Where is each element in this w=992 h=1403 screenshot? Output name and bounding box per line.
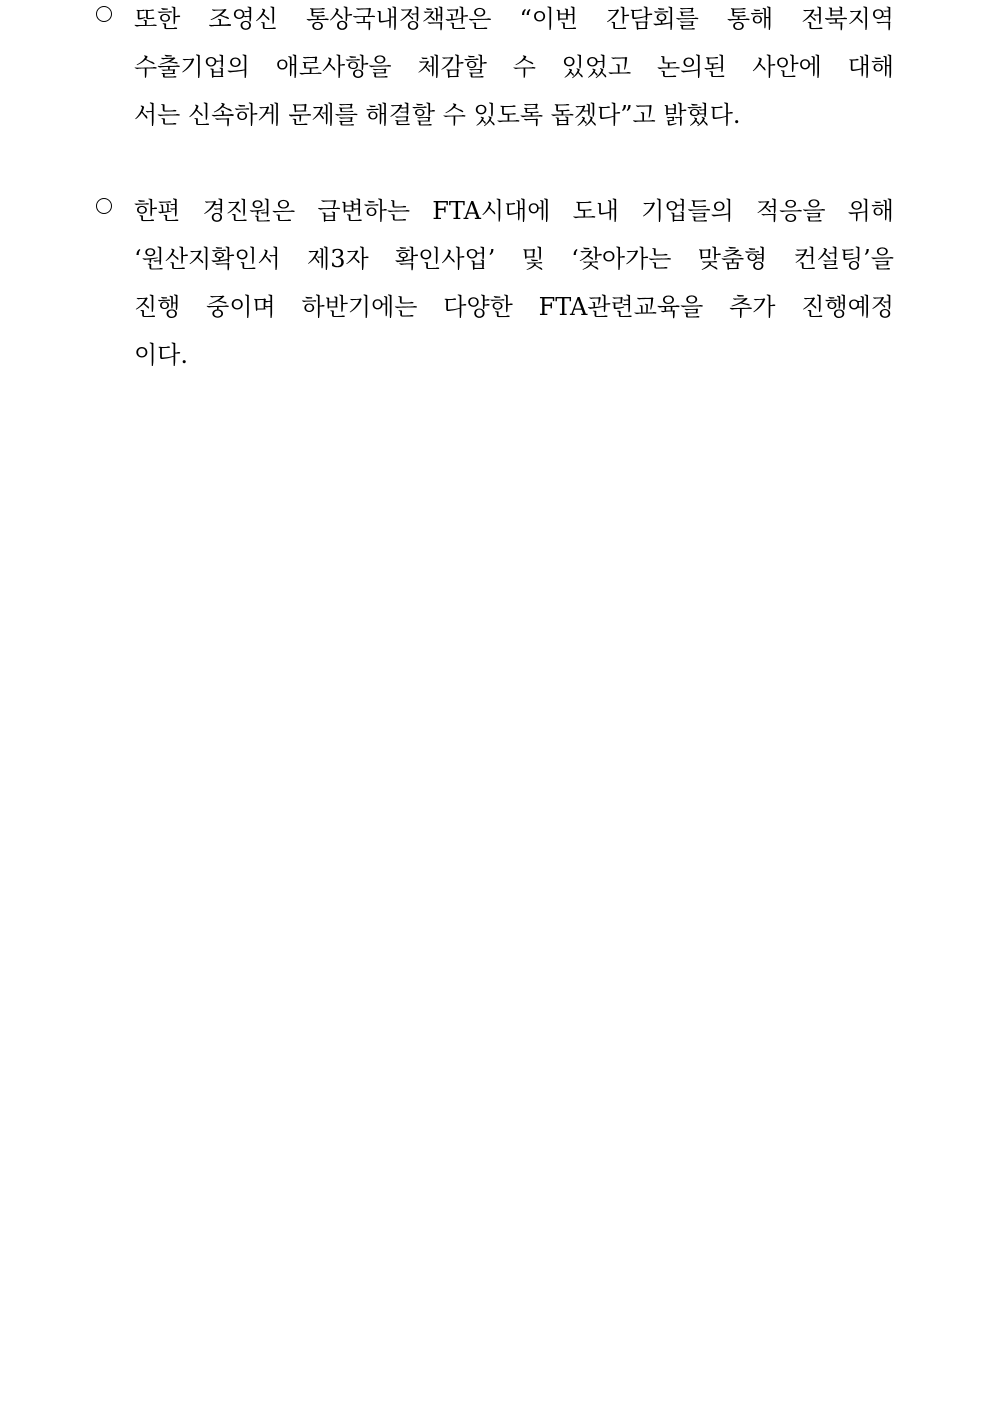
paragraph-line: 이다. — [134, 341, 188, 369]
paragraph-line: ‘원산지확인서 제3자 확인사업’ 및 ‘찾아가는 맞춤형 컨설팅’을 — [134, 245, 894, 273]
circle-bullet-icon — [96, 198, 112, 214]
paragraph-line: 진행 중이며 하반기에는 다양한 FTA관련교육을 추가 진행예정 — [134, 293, 894, 321]
paragraph-line: 한편 경진원은 급변하는 FTA시대에 도내 기업들의 적응을 위해 — [134, 197, 894, 225]
paragraph-line: 서는 신속하게 문제를 해결할 수 있도록 돕겠다”고 밝혔다. — [134, 101, 741, 129]
paragraph-line: 수출기업의 애로사항을 체감할 수 있었고 논의된 사안에 대해 — [134, 53, 894, 81]
circle-bullet-icon — [96, 6, 112, 22]
paragraph-line: 또한 조영신 통상국내정책관은 “이번 간담회를 통해 전북지역 — [134, 5, 894, 33]
